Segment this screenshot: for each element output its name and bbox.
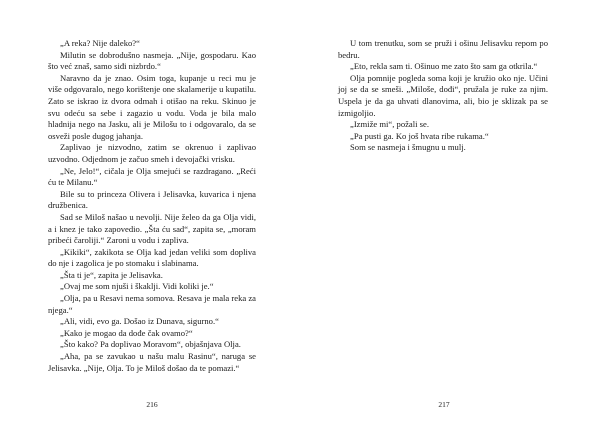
right-page [338, 38, 548, 154]
paragraph: „Izmiže mi“, požali se. [350, 119, 429, 130]
paragraph: U tom trenutku, som se pruži i ošinu Jelisavku repom po bedru. [338, 38, 548, 60]
paragraph: Milutin se dobrodušno nasmeja. „Nije, gospodaru. Kao što već znaš, samo siđi nizbrdo.“ [48, 49, 256, 72]
page-number-left: 216 [146, 400, 158, 409]
left-page [48, 38, 256, 374]
paragraph: Bile su to princeza Olivera i Jelisavka, kuvarica i njena družbenica. [48, 188, 256, 211]
paragraph: „Ali, vidi, evo ga. Došao iz Dunava, sigurno.“ [60, 316, 219, 327]
paragraph: Naravno da je znao. Osim toga, kupanje u reci mu je više odgovaralo, nego korištenje one skalamerije u kupatilu. Zato se iskrao iz dvora odmah i otišao na reku. Skinuo je svu odeću sa sebe i zagazio u vodu. Voda je bila malo hladnija nego na Jasku, ali je Milošu to i odgovaralo, da se osveži posle dugog jahanja. [48, 72, 256, 141]
paragraph: „Šta ti je“, zapita je Jelisavka. [60, 269, 163, 280]
paragraph: „Ne, Jelo!“, cičala je Olja smejući se razdragano. „Reći ću te Milanu.“ [48, 165, 256, 188]
page-number-right: 217 [438, 400, 450, 409]
paragraph: Olja pomnije pogleda soma koji je kružio oko nje. Učini joj se da se smeši. „Miloše, dođi“, pružala je ruke za njim. Uspela je da ga uhvati dlanovima, ali, bio je sklizak pa se izmigoljio. [338, 72, 548, 118]
paragraph: Som se nasmeja i šmugnu u mulj. [350, 142, 466, 153]
paragraph: „Olja, pa u Resavi nema somova. Resava je mala reka za njega.“ [48, 293, 256, 315]
paragraph: Sad se Miloš našao u nevolji. Nije želeo da ga Olja vidi, a i knez je tako zapovedio. „Šta ću sad“, zapita se, „moram pribeći čaroliji.“ Zaroni u vodu i zapliva. [48, 211, 256, 246]
paragraph: „Eto, rekla sam ti. Ošinuo me zato što sam ga otkrila.“ [350, 61, 538, 72]
paragraph: „Kako je mogao da dođe čak ovamo?“ [60, 327, 193, 338]
paragraph: „Što kako? Pa doplivao Moravom“, objašnjava Olja. [60, 339, 241, 350]
paragraph: „Pa pusti ga. Ko još hvata ribe rukama.“ [350, 130, 489, 141]
paragraph: Zaplivao je nizvodno, zatim se okrenuo i zaplivao uzvodno. Odjednom je začuo smeh i devojački vrisku. [48, 142, 256, 164]
paragraph: „Kikiki“, zakikota se Olja kad jedan veliki som dopliva do nje i zagolica je po stomaku i slabinama. [48, 246, 256, 269]
paragraph: „A reka? Nije daleko?“ [60, 38, 140, 48]
paragraph: „Aha, pa se zavukao u našu malu Rasinu“, naruga se Jelisavka. „Nije, Olja. To je Miloš došao da te pomazi.“ [48, 351, 256, 373]
paragraph: „Ovaj me som njuši i škaklji. Vidi koliki je.“ [60, 281, 214, 292]
